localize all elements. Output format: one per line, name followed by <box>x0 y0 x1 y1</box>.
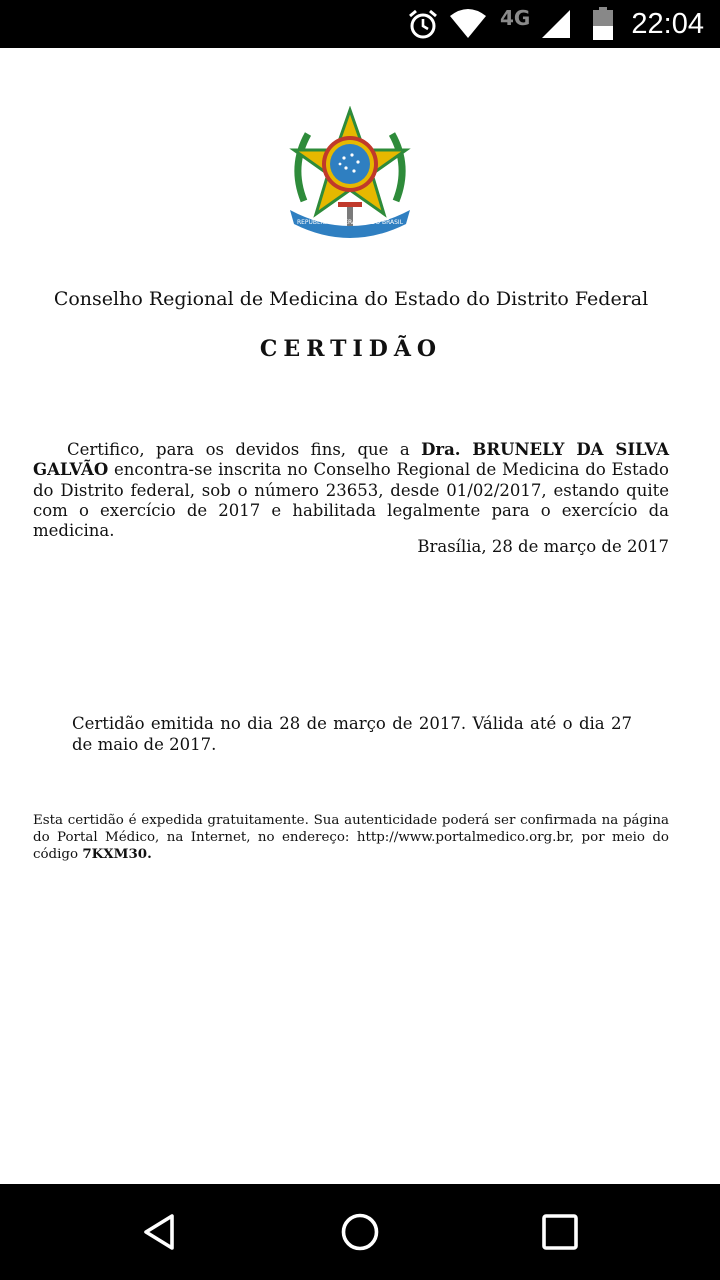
back-icon <box>140 1212 180 1252</box>
brazil-coat-of-arms-icon <box>286 106 414 238</box>
navigation-bar <box>0 1184 720 1280</box>
network-type-label: 4G <box>500 6 531 30</box>
certificate-body <box>33 440 669 541</box>
status-clock: 22:04 <box>631 8 704 40</box>
place-date: Brasília, 28 de março de 2017 <box>417 537 669 556</box>
authenticity-footnote <box>33 813 669 864</box>
cellular-signal-icon <box>540 0 572 48</box>
footnote-text: Esta certidão é expedida gratuitamente. Sua autenticidade poderá ser confirmada na página do Portal Médico, na Internet, no endereço: http://www.portalmedico.org.br, por meio do código <box>33 813 669 862</box>
svg-text:REPUBLICA FEDERATIVA DO BRASIL: REPUBLICA FEDERATIVA DO BRASIL <box>296 219 404 226</box>
document-title: CERTIDÃO <box>259 336 443 362</box>
status-bar <box>0 0 720 48</box>
certificate-document <box>0 48 720 1184</box>
home-icon <box>339 1211 381 1253</box>
home-button[interactable] <box>336 1208 384 1256</box>
doctor-name: Dra. BRUNELY DA SILVA GALVÃO <box>33 440 670 480</box>
recents-icon <box>541 1213 579 1251</box>
wifi-icon <box>448 0 488 48</box>
validity-statement: Certidão emitida no dia 28 de março de 2017. Válida até o dia 27 de maio de 2017. <box>72 714 632 754</box>
back-button[interactable] <box>136 1208 184 1256</box>
alarm-icon <box>406 0 440 48</box>
council-name: Conselho Regional de Medicina do Estado do Distrito Federal <box>53 288 649 310</box>
body-rest: encontra-se inscrita no Conselho Regional de Medicina do Estado do Distrito federal, sob o número 23653, desde 01/02/2017, estando quite com o exercício de 2017 e habilitada legalmente para o exercício da medicina. <box>33 460 669 541</box>
battery-icon <box>592 0 614 48</box>
verification-code: 7KXM30. <box>82 846 152 862</box>
body-intro: Certifico, para os devidos fins, que a <box>67 440 422 459</box>
recents-button[interactable] <box>536 1208 584 1256</box>
